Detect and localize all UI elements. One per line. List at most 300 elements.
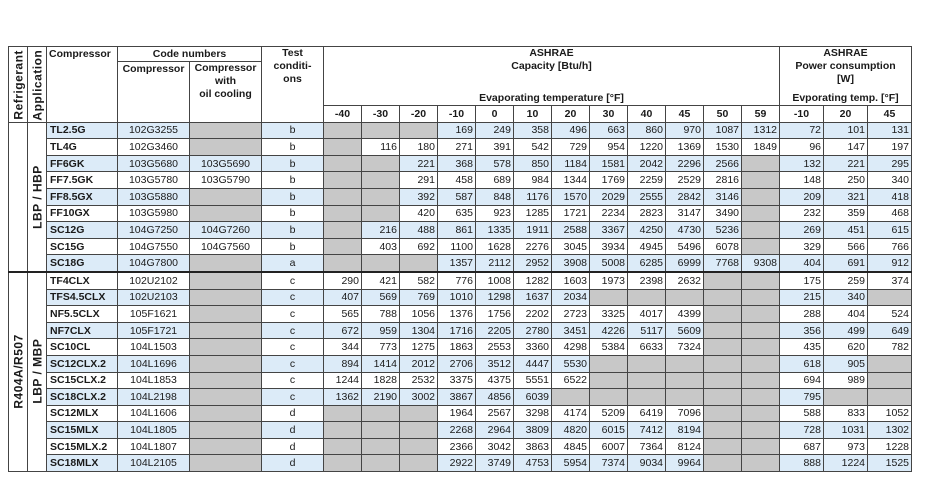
capacity-value: 6078 bbox=[704, 238, 742, 255]
capacity-value: 1769 bbox=[590, 172, 628, 189]
capacity-value bbox=[400, 422, 438, 439]
capacity-value bbox=[362, 122, 400, 139]
pc-evap-temp-label: Evporating temp. [°F] bbox=[792, 92, 899, 104]
table-row bbox=[9, 272, 912, 289]
compressor-code: 102G3255 bbox=[118, 122, 190, 139]
application-group-top: LBP / HBP bbox=[28, 122, 47, 272]
capacity-value: 5384 bbox=[590, 339, 628, 356]
test-header-line2: conditi- bbox=[273, 60, 312, 72]
power-value bbox=[824, 389, 868, 406]
power-value: 833 bbox=[824, 405, 868, 422]
power-value: 329 bbox=[780, 238, 824, 255]
capacity-value: 403 bbox=[362, 238, 400, 255]
capacity-value: 1628 bbox=[476, 238, 514, 255]
test-condition: b bbox=[262, 122, 324, 139]
capacity-value bbox=[324, 455, 362, 472]
capacity-value bbox=[590, 289, 628, 306]
power-value: 888 bbox=[780, 455, 824, 472]
power-temp-header: 20 bbox=[824, 106, 868, 123]
capacity-value: 169 bbox=[438, 122, 476, 139]
test-condition: b bbox=[262, 205, 324, 222]
test-conditions-header bbox=[262, 47, 324, 123]
test-condition: b bbox=[262, 139, 324, 156]
oil-cooling-code bbox=[190, 306, 262, 323]
capacity-value: 391 bbox=[476, 139, 514, 156]
power-value: 782 bbox=[868, 339, 912, 356]
capacity-value: 2816 bbox=[704, 172, 742, 189]
power-temp-header: -10 bbox=[780, 106, 824, 123]
capacity-value: 2706 bbox=[438, 355, 476, 372]
capacity-value: 180 bbox=[400, 139, 438, 156]
capacity-value bbox=[552, 389, 590, 406]
capacity-value: 3863 bbox=[514, 438, 552, 455]
capacity-value: 249 bbox=[476, 122, 514, 139]
capacity-value: 2190 bbox=[362, 389, 400, 406]
compressor-code: 103G5780 bbox=[118, 172, 190, 189]
capacity-value bbox=[362, 205, 400, 222]
power-value: 1052 bbox=[868, 405, 912, 422]
power-value: 1228 bbox=[868, 438, 912, 455]
test-condition: c bbox=[262, 272, 324, 289]
capacity-value: 1716 bbox=[438, 322, 476, 339]
capacity-value: 578 bbox=[476, 155, 514, 172]
capacity-value: 3146 bbox=[704, 188, 742, 205]
capacity-value: 2952 bbox=[514, 255, 552, 272]
power-value: 435 bbox=[780, 339, 824, 356]
compressor-name: FF6GK bbox=[47, 155, 118, 172]
power-value: 1525 bbox=[868, 455, 912, 472]
capacity-value: 4753 bbox=[514, 455, 552, 472]
compressor-code: 104L2198 bbox=[118, 389, 190, 406]
capacity-value: 769 bbox=[400, 289, 438, 306]
code-oil-cooling-header bbox=[190, 62, 262, 123]
capacity-value: 1056 bbox=[400, 306, 438, 323]
capacity-value: 729 bbox=[552, 139, 590, 156]
oil-cooling-code bbox=[190, 289, 262, 306]
compressor-code: 104L1696 bbox=[118, 355, 190, 372]
capacity-value: 4375 bbox=[476, 372, 514, 389]
capacity-value: 421 bbox=[362, 272, 400, 289]
capacity-value: 8194 bbox=[666, 422, 704, 439]
capacity-value: 2553 bbox=[476, 339, 514, 356]
capacity-value: 5530 bbox=[552, 355, 590, 372]
table-row bbox=[9, 289, 912, 306]
capacity-value: 271 bbox=[438, 139, 476, 156]
table-row bbox=[9, 355, 912, 372]
oil-cooling-code bbox=[190, 405, 262, 422]
compressor-name: FF8.5GX bbox=[47, 188, 118, 205]
test-condition: d bbox=[262, 455, 324, 472]
capacity-value bbox=[704, 355, 742, 372]
capacity-value: 4250 bbox=[628, 222, 666, 239]
oil-cooling-code: 103G5790 bbox=[190, 172, 262, 189]
capacity-value: 368 bbox=[438, 155, 476, 172]
capacity-value: 954 bbox=[590, 139, 628, 156]
table-row bbox=[9, 389, 912, 406]
table-row bbox=[9, 172, 912, 189]
refrigerant-header: Refrigerant bbox=[9, 47, 28, 123]
oil-cooling-code bbox=[190, 355, 262, 372]
oil-cooling-code bbox=[190, 322, 262, 339]
capacity-value bbox=[324, 422, 362, 439]
power-value: 620 bbox=[824, 339, 868, 356]
capacity-value bbox=[324, 122, 362, 139]
oil-cooling-code bbox=[190, 272, 262, 289]
ashrae-capacity-header bbox=[324, 47, 780, 106]
capacity-value: 2259 bbox=[628, 172, 666, 189]
capacity-value: 2205 bbox=[476, 322, 514, 339]
capacity-value: 7374 bbox=[590, 455, 628, 472]
capacity-value: 4226 bbox=[590, 322, 628, 339]
capacity-value: 1244 bbox=[324, 372, 362, 389]
capacity-value: 1911 bbox=[514, 222, 552, 239]
capacity-value: 2588 bbox=[552, 222, 590, 239]
power-value: 404 bbox=[824, 306, 868, 323]
capacity-value bbox=[324, 405, 362, 422]
capacity-value: 1335 bbox=[476, 222, 514, 239]
capacity-value: 5609 bbox=[666, 322, 704, 339]
capacity-value bbox=[704, 455, 742, 472]
capacity-value: 5209 bbox=[590, 405, 628, 422]
capacity-value: 3749 bbox=[476, 455, 514, 472]
compressor-code: 104L2105 bbox=[118, 455, 190, 472]
capacity-temp-header: 40 bbox=[628, 106, 666, 123]
capacity-value: 2555 bbox=[628, 188, 666, 205]
capacity-value: 4447 bbox=[514, 355, 552, 372]
oil-cooling-code bbox=[190, 455, 262, 472]
capacity-value: 1100 bbox=[438, 238, 476, 255]
application-header: Application bbox=[28, 47, 47, 123]
capacity-value: 6007 bbox=[590, 438, 628, 455]
test-condition: b bbox=[262, 238, 324, 255]
capacity-temp-header: 50 bbox=[704, 106, 742, 123]
table-row bbox=[9, 422, 912, 439]
capacity-value: 4820 bbox=[552, 422, 590, 439]
code-compressor-header: Compressor bbox=[118, 62, 190, 123]
table-row bbox=[9, 438, 912, 455]
capacity-value bbox=[324, 255, 362, 272]
table-row bbox=[9, 455, 912, 472]
capacity-temp-header: 30 bbox=[590, 106, 628, 123]
capacity-value: 4856 bbox=[476, 389, 514, 406]
capacity-value: 6285 bbox=[628, 255, 666, 272]
capacity-value: 496 bbox=[552, 122, 590, 139]
power-value: 321 bbox=[824, 188, 868, 205]
power-value: 766 bbox=[868, 238, 912, 255]
capacity-value bbox=[742, 322, 780, 339]
test-condition: d bbox=[262, 422, 324, 439]
compressor-specs-table bbox=[8, 46, 912, 472]
capacity-value: 2112 bbox=[476, 255, 514, 272]
compressor-code: 104L1805 bbox=[118, 422, 190, 439]
table-row bbox=[9, 255, 912, 272]
capacity-value: 1414 bbox=[362, 355, 400, 372]
capacity-value: 5117 bbox=[628, 322, 666, 339]
capacity-value: 2723 bbox=[552, 306, 590, 323]
compressor-code: 104L1503 bbox=[118, 339, 190, 356]
capacity-temp-header: 0 bbox=[476, 106, 514, 123]
capacity-value bbox=[742, 238, 780, 255]
test-condition: b bbox=[262, 222, 324, 239]
test-condition: c bbox=[262, 306, 324, 323]
compressor-rows bbox=[9, 122, 912, 471]
table-row bbox=[9, 122, 912, 139]
capacity-value bbox=[666, 389, 704, 406]
power-value: 566 bbox=[824, 238, 868, 255]
power-value: 215 bbox=[780, 289, 824, 306]
capacity-value bbox=[704, 422, 742, 439]
capacity-value: 6633 bbox=[628, 339, 666, 356]
test-condition: b bbox=[262, 155, 324, 172]
table-row bbox=[9, 139, 912, 156]
capacity-value: 458 bbox=[438, 172, 476, 189]
capacity-value: 860 bbox=[628, 122, 666, 139]
compressor-name: SC15MLX.2 bbox=[47, 438, 118, 455]
capacity-value bbox=[704, 306, 742, 323]
capacity-value: 392 bbox=[400, 188, 438, 205]
capacity-value: 1964 bbox=[438, 405, 476, 422]
capacity-value: 565 bbox=[324, 306, 362, 323]
capacity-value: 2012 bbox=[400, 355, 438, 372]
compressor-code: 102U2103 bbox=[118, 289, 190, 306]
compressor-header: Compressor bbox=[47, 47, 118, 123]
test-condition: a bbox=[262, 255, 324, 272]
capacity-value bbox=[742, 155, 780, 172]
capacity-value bbox=[628, 372, 666, 389]
power-value: 404 bbox=[780, 255, 824, 272]
oil-cooling-code: 104G7260 bbox=[190, 222, 262, 239]
capacity-value bbox=[704, 339, 742, 356]
compressor-name: TL2.5G bbox=[47, 122, 118, 139]
capacity-temp-header: 10 bbox=[514, 106, 552, 123]
capacity-value: 6999 bbox=[666, 255, 704, 272]
power-value: 1224 bbox=[824, 455, 868, 472]
capacity-value bbox=[400, 438, 438, 455]
capacity-value: 2366 bbox=[438, 438, 476, 455]
power-value: 687 bbox=[780, 438, 824, 455]
capacity-value: 3298 bbox=[514, 405, 552, 422]
power-value: 694 bbox=[780, 372, 824, 389]
capacity-value bbox=[324, 139, 362, 156]
capacity-value: 9308 bbox=[742, 255, 780, 272]
table-row bbox=[9, 188, 912, 205]
capacity-value: 569 bbox=[362, 289, 400, 306]
compressor-code: 103G5680 bbox=[118, 155, 190, 172]
capacity-value: 4945 bbox=[628, 238, 666, 255]
capacity-value bbox=[742, 455, 780, 472]
power-value: 295 bbox=[868, 155, 912, 172]
capacity-value: 5551 bbox=[514, 372, 552, 389]
capacity-unit-label: Capacity [Btu/h] bbox=[511, 60, 592, 72]
ashrae-power-header bbox=[780, 47, 912, 106]
capacity-value: 4298 bbox=[552, 339, 590, 356]
capacity-value: 663 bbox=[590, 122, 628, 139]
capacity-temp-header: -20 bbox=[400, 106, 438, 123]
capacity-value: 1344 bbox=[552, 172, 590, 189]
capacity-value bbox=[742, 372, 780, 389]
power-value: 973 bbox=[824, 438, 868, 455]
power-value: 340 bbox=[868, 172, 912, 189]
compressor-name: SC15G bbox=[47, 238, 118, 255]
compressor-name: SC18G bbox=[47, 255, 118, 272]
capacity-value: 4845 bbox=[552, 438, 590, 455]
capacity-value: 7324 bbox=[666, 339, 704, 356]
oil-cooling-code bbox=[190, 339, 262, 356]
capacity-value bbox=[742, 438, 780, 455]
capacity-value: 582 bbox=[400, 272, 438, 289]
power-value: 269 bbox=[780, 222, 824, 239]
capacity-value: 635 bbox=[438, 205, 476, 222]
capacity-temp-header: -30 bbox=[362, 106, 400, 123]
refrigerant-group-bottom: R404A/R507 bbox=[9, 272, 28, 472]
capacity-value: 3325 bbox=[590, 306, 628, 323]
capacity-value: 5954 bbox=[552, 455, 590, 472]
power-value: 148 bbox=[780, 172, 824, 189]
capacity-value: 1581 bbox=[590, 155, 628, 172]
test-condition: d bbox=[262, 405, 324, 422]
capacity-value: 5496 bbox=[666, 238, 704, 255]
capacity-value: 9034 bbox=[628, 455, 666, 472]
power-value: 72 bbox=[780, 122, 824, 139]
power-value: 147 bbox=[824, 139, 868, 156]
power-value: 356 bbox=[780, 322, 824, 339]
capacity-value: 1285 bbox=[514, 205, 552, 222]
compressor-name: SC18MLX bbox=[47, 455, 118, 472]
capacity-value bbox=[324, 238, 362, 255]
capacity-value bbox=[742, 355, 780, 372]
power-value bbox=[868, 372, 912, 389]
capacity-value: 1362 bbox=[324, 389, 362, 406]
capacity-value: 4174 bbox=[552, 405, 590, 422]
compressor-code: 102U2102 bbox=[118, 272, 190, 289]
capacity-value: 2029 bbox=[590, 188, 628, 205]
compressor-code: 103G5880 bbox=[118, 188, 190, 205]
ashrae-label: ASHRAE bbox=[529, 47, 574, 59]
test-condition: d bbox=[262, 438, 324, 455]
compressor-code: 104G7550 bbox=[118, 238, 190, 255]
test-condition: c bbox=[262, 339, 324, 356]
capacity-value: 2823 bbox=[628, 205, 666, 222]
power-value bbox=[868, 389, 912, 406]
capacity-value: 7412 bbox=[628, 422, 666, 439]
capacity-value bbox=[704, 405, 742, 422]
capacity-value bbox=[590, 372, 628, 389]
capacity-value: 3360 bbox=[514, 339, 552, 356]
capacity-value: 7096 bbox=[666, 405, 704, 422]
capacity-value: 1357 bbox=[438, 255, 476, 272]
capacity-value bbox=[704, 438, 742, 455]
capacity-value: 923 bbox=[476, 205, 514, 222]
oil-header-line2: with bbox=[215, 75, 236, 87]
capacity-temp-header: 59 bbox=[742, 106, 780, 123]
capacity-value bbox=[742, 222, 780, 239]
power-value: 209 bbox=[780, 188, 824, 205]
capacity-value bbox=[704, 389, 742, 406]
capacity-value: 358 bbox=[514, 122, 552, 139]
capacity-value: 2398 bbox=[628, 272, 666, 289]
power-value: 288 bbox=[780, 306, 824, 323]
power-temp-header: 45 bbox=[868, 106, 912, 123]
application-group-bottom: LBP / MBP bbox=[28, 272, 47, 472]
capacity-value: 407 bbox=[324, 289, 362, 306]
ashrae-pc-label: ASHRAE bbox=[823, 47, 868, 59]
capacity-value: 1008 bbox=[476, 272, 514, 289]
capacity-value: 2922 bbox=[438, 455, 476, 472]
capacity-value: 2034 bbox=[552, 289, 590, 306]
capacity-value: 1570 bbox=[552, 188, 590, 205]
capacity-value bbox=[628, 355, 666, 372]
power-value bbox=[868, 355, 912, 372]
compressor-name: SC12G bbox=[47, 222, 118, 239]
capacity-value bbox=[628, 289, 666, 306]
capacity-value: 4399 bbox=[666, 306, 704, 323]
power-value: 96 bbox=[780, 139, 824, 156]
capacity-value bbox=[742, 389, 780, 406]
table-row bbox=[9, 306, 912, 323]
power-value: 175 bbox=[780, 272, 824, 289]
capacity-value: 1376 bbox=[438, 306, 476, 323]
capacity-value: 1087 bbox=[704, 122, 742, 139]
capacity-value: 4017 bbox=[628, 306, 666, 323]
power-value: 649 bbox=[868, 322, 912, 339]
oil-cooling-code: 104G7560 bbox=[190, 238, 262, 255]
capacity-value: 1973 bbox=[590, 272, 628, 289]
capacity-value: 9964 bbox=[666, 455, 704, 472]
power-value: 221 bbox=[824, 155, 868, 172]
capacity-value: 1637 bbox=[514, 289, 552, 306]
power-value bbox=[868, 289, 912, 306]
capacity-value: 672 bbox=[324, 322, 362, 339]
capacity-value bbox=[324, 222, 362, 239]
capacity-value: 1863 bbox=[438, 339, 476, 356]
capacity-value: 291 bbox=[400, 172, 438, 189]
capacity-value bbox=[628, 389, 666, 406]
oil-header-line1: Compressor bbox=[194, 62, 257, 74]
capacity-value: 1304 bbox=[400, 322, 438, 339]
power-value: 588 bbox=[780, 405, 824, 422]
power-value: 197 bbox=[868, 139, 912, 156]
capacity-value: 488 bbox=[400, 222, 438, 239]
capacity-value: 1275 bbox=[400, 339, 438, 356]
capacity-value: 2632 bbox=[666, 272, 704, 289]
compressor-code: 104L1807 bbox=[118, 438, 190, 455]
capacity-value bbox=[742, 205, 780, 222]
capacity-value bbox=[324, 188, 362, 205]
table-row bbox=[9, 222, 912, 239]
capacity-value: 861 bbox=[438, 222, 476, 239]
power-value: 232 bbox=[780, 205, 824, 222]
capacity-value: 3367 bbox=[590, 222, 628, 239]
power-value: 359 bbox=[824, 205, 868, 222]
capacity-value: 984 bbox=[514, 172, 552, 189]
capacity-value: 7364 bbox=[628, 438, 666, 455]
power-value: 618 bbox=[780, 355, 824, 372]
power-value: 468 bbox=[868, 205, 912, 222]
power-value: 250 bbox=[824, 172, 868, 189]
capacity-value: 1184 bbox=[552, 155, 590, 172]
capacity-value bbox=[742, 188, 780, 205]
capacity-value bbox=[704, 322, 742, 339]
capacity-value: 344 bbox=[324, 339, 362, 356]
power-unit-label: [W] bbox=[837, 73, 854, 85]
capacity-value bbox=[666, 355, 704, 372]
capacity-value bbox=[362, 172, 400, 189]
capacity-value: 4730 bbox=[666, 222, 704, 239]
test-condition: b bbox=[262, 188, 324, 205]
capacity-value bbox=[742, 422, 780, 439]
capacity-value: 692 bbox=[400, 238, 438, 255]
compressor-code: 104L1606 bbox=[118, 405, 190, 422]
